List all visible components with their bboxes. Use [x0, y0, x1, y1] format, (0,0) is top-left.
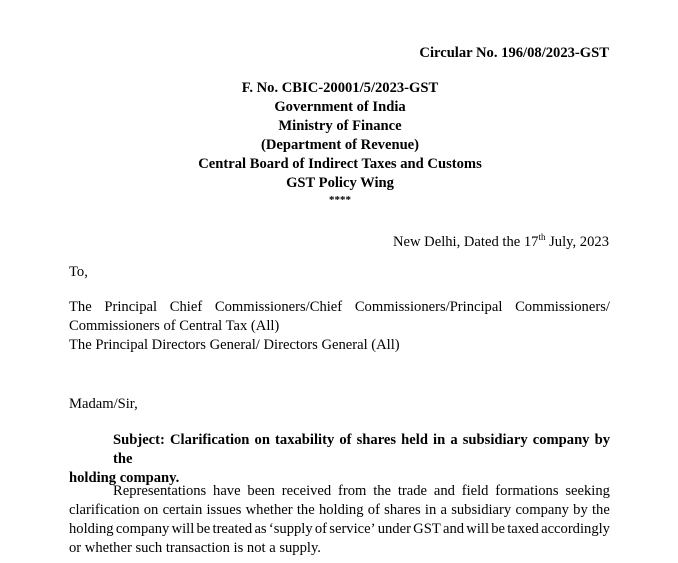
paragraph-line-3 [69, 520, 610, 539]
paragraph-word: clarification [69, 502, 140, 518]
paragraph-word: received [281, 483, 332, 499]
paragraph-word: of [314, 521, 328, 537]
paragraph-line-1 [69, 482, 610, 501]
paragraph-word: service’ [329, 521, 376, 537]
paragraph-word: holding [69, 521, 114, 537]
circular-number: Circular No. 196/08/2023-GST [419, 45, 609, 61]
addressee-word: The [69, 299, 92, 315]
paragraph-word: seeking [565, 483, 610, 499]
paragraph-word: ‘supply [268, 521, 313, 537]
government-name: Government of India [274, 99, 406, 115]
paragraph-word: from [338, 483, 367, 499]
paragraph-word: have [213, 483, 241, 499]
subject-line-2: holding company. [69, 470, 180, 486]
paragraph-word: under [377, 521, 411, 537]
date-ordinal: th [538, 232, 546, 243]
ministry-name: Ministry of Finance [278, 118, 402, 134]
paragraph-word: will [171, 521, 195, 537]
addressee-word: Principal [104, 299, 158, 315]
body-paragraph [69, 482, 610, 558]
paragraph-word: the [373, 483, 392, 499]
salutation: Madam/Sir, [69, 396, 138, 412]
to-label: To, [69, 264, 88, 280]
board-name: Central Board of Indirect Taxes and Customs [198, 156, 482, 172]
paragraph-line-4: or whether such transaction is not a supply. [69, 540, 321, 556]
paragraph-word: and [433, 483, 455, 499]
department-name: (Department of Revenue) [260, 137, 420, 153]
separator-stars: **** [329, 194, 351, 206]
subject-block [69, 431, 610, 488]
paragraph-word: be [196, 521, 211, 537]
paragraph-word: of [367, 502, 380, 518]
subject-line-1: Subject: Clarification on taxability of shares held in a subsidiary company by the [113, 432, 610, 467]
date-suffix: July, 2023 [545, 234, 609, 250]
paragraph-word: subsidiary [451, 502, 512, 518]
paragraph-word: been [247, 483, 275, 499]
paragraph-word: taxed [507, 521, 539, 537]
addressee-word: Commissioners/ [515, 299, 610, 315]
paragraph-word: treated [212, 521, 253, 537]
paragraph-word: be [491, 521, 506, 537]
addressee-line-3: The Principal Directors General/ Directors General (All) [69, 337, 400, 353]
paragraph-word: shares [384, 502, 421, 518]
paragraph-word: Representations [113, 483, 207, 499]
addressee-word: Commissioners/Principal [354, 299, 503, 315]
addressee-word: Commissioners/Chief [214, 299, 343, 315]
wing-name: GST Policy Wing [286, 175, 394, 191]
addressee-line-2: Commissioners of Central Tax (All) [69, 318, 280, 334]
paragraph-word: on [143, 502, 159, 518]
addressees-block [69, 298, 610, 355]
date-prefix: New Delhi, Dated the 17 [392, 234, 539, 250]
paragraph-word: and [442, 521, 465, 537]
paragraph-word: trade [397, 483, 428, 499]
date-line [393, 233, 609, 252]
paragraph-word: as [254, 521, 267, 537]
paragraph-line-2 [69, 501, 610, 520]
paragraph-word: by [573, 502, 588, 518]
paragraph-word: the [296, 502, 315, 518]
paragraph-word: a [440, 502, 447, 518]
file-number: F. No. CBIC-20001/5/2023-GST [241, 80, 439, 96]
paragraph-word: field [461, 483, 489, 499]
paragraph-word: in [424, 502, 437, 518]
letterhead [110, 79, 570, 207]
addressee-word: Chief [169, 299, 203, 315]
paragraph-word: certain [162, 502, 203, 518]
paragraph-word: holding [318, 502, 364, 518]
paragraph-word: will [466, 521, 489, 537]
paragraph-word: issues [206, 502, 242, 518]
paragraph-word: company [515, 502, 569, 518]
paragraph-word: formations [495, 483, 559, 499]
paragraph-word: whether [245, 502, 293, 518]
addressee-line-1 [69, 298, 610, 317]
paragraph-word: GST [413, 521, 441, 537]
paragraph-word: accordingly [541, 521, 610, 537]
paragraph-word: the [592, 502, 610, 518]
paragraph-word: company [115, 521, 170, 537]
